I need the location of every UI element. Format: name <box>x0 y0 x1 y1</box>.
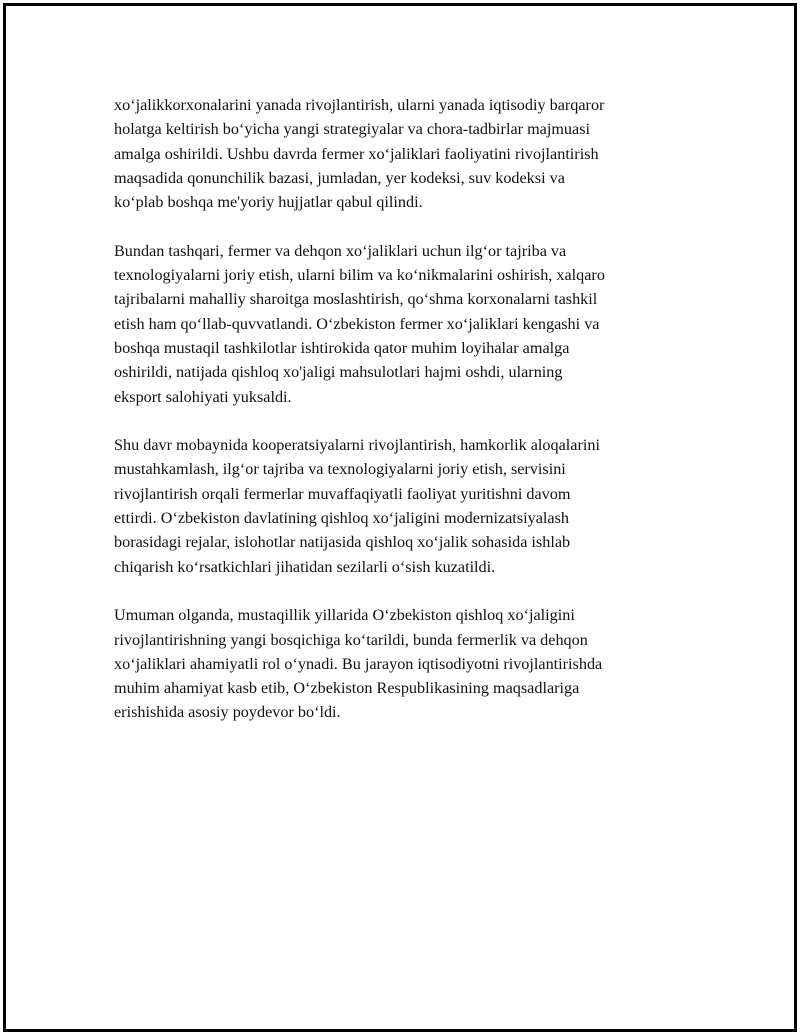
paragraph-4: Umuman olganda, mustaqillik yillarida O‘zbekiston qishloq xo‘jaligini rivojlantirishning yangi bosqichiga ko‘tarildi, bunda fermerlik va dehqon xo‘jaliklari ahamiyatli rol o‘ynadi. Bu jarayon iqtisodiyotni rivojlantirishda muhim ahamiyat kasb etib, O‘zbekiston Respublikasining maqsadlariga erishishida asosiy poydevor bo‘ldi. <box>114 606 603 722</box>
document-body <box>114 93 684 749</box>
paragraph-1: xo‘jalikkorxonalarini yanada rivojlantirish, ularni yanada iqtisodiy barqaror holatga keltirish bo‘yicha yangi strategiyalar va chora-tadbirlar majmuasi amalga oshirildi. Ushbu davrda fermer xo‘jaliklari faoliyatini rivojlantirish maqsadida qonunchilik bazasi, jumladan, yer kodeksi, suv kodeksi va ko‘plab boshqa me'yoriy hujjatlar qabul qilindi. <box>114 96 605 212</box>
paragraph-2: Bundan tashqari, fermer va dehqon xo‘jaliklari uchun ilg‘or tajriba va texnologiyalarni joriy etish, ularni bilim va ko‘nikmalarini oshirish, xalqaro tajribalarni mahalliy sharoitga moslashtirish, qo‘shma korxonalarni tashkil etish ham qo‘llab-quvvatlandi. O‘zbekiston fermer xo‘jaliklari kengashi va boshqa mustaqil tashkilotlar ishtirokida qator muhim loyihalar amalga oshirildi, natijada qishloq xo'jaligi mahsulotlari hajmi oshdi, ularning eksport salohiyati yuksaldi. <box>114 241 605 406</box>
paragraph-3: Shu davr mobaynida kooperatsiyalarni rivojlantirish, hamkorlik aloqalarini mustahkamlash, ilg‘or tajriba va texnologiyalarni joriy etish, servisini rivojlantirish orqali fermerlar muvaffaqiyatli faoliyat yuritishni davom ettirdi. O‘zbekiston davlatining qishloq xo‘jaligini modernizatsiyalash borasidagi rejalar, islohotlar natijasida qishloq xo‘jalik sohasida ishlab chiqarish ko‘rsatkichlari jihatidan sezilarli o‘sish kuzatildi. <box>114 436 600 576</box>
